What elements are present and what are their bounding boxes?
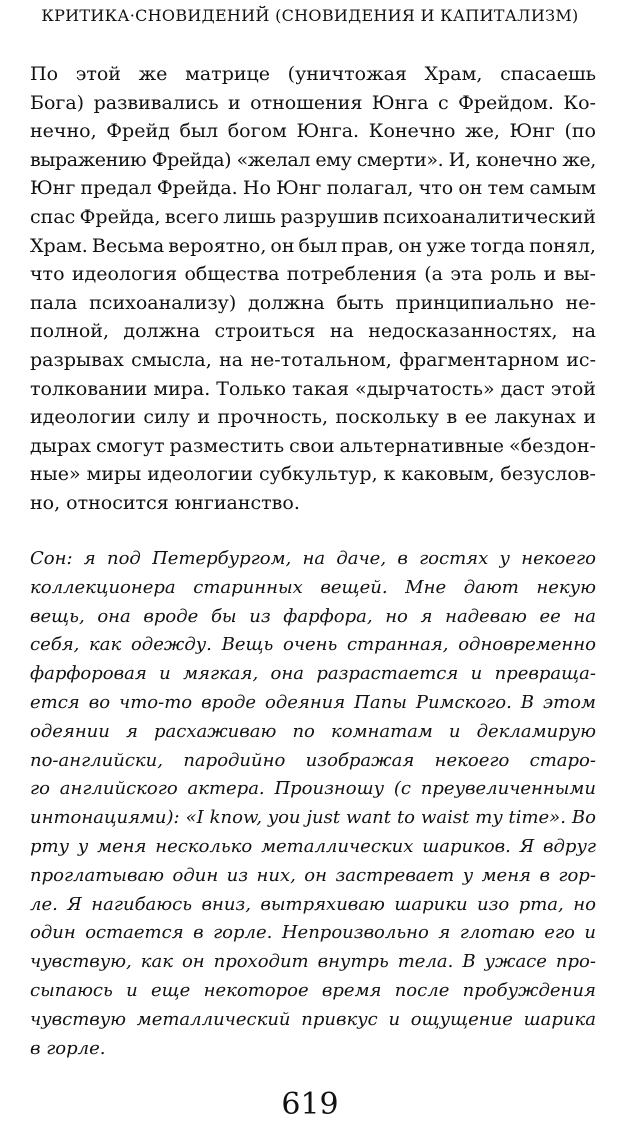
running-head: КРИТИКА·СНОВИДЕНИЙ (СНОВИДЕНИЯ И КАПИТАЛИЗМ) — [41, 6, 579, 25]
text-line: го английского актера. Произношу (с преувеличенными — [30, 778, 596, 800]
text-line: разрывах смысла, на не-тотальном, фрагментарном ис- — [30, 348, 596, 371]
text-line: рту у меня несколько металлических шариков. Я вдруг — [30, 835, 596, 857]
text-line: чувствую металлический привкус и ощущение шарика — [30, 1008, 596, 1030]
text-line: коллекционера старинных вещей. Мне дают некую — [30, 576, 596, 598]
text-line: но, относится юнгианство. — [30, 491, 300, 514]
text-line: проглатываю один из них, он застревает у меня в гор- — [30, 864, 596, 886]
text-line: Юнг предал Фрейда. Но Юнг полагал, что он тем самым — [30, 177, 596, 200]
body-paragraph — [30, 60, 596, 518]
text-line: вещь, она вроде бы из фарфора, но я надеваю ее на — [30, 605, 596, 627]
text-line: сыпаюсь и еще некоторое время после пробуждения — [30, 979, 596, 1001]
text-line: нечно, Фрейд был богом Юнга. Конечно же, Юнг (по — [30, 120, 596, 143]
text-line: пала психоанализу) должна быть принципиально не- — [30, 291, 596, 314]
text-line: толковании мира. Только такая «дырчатость» даст этой — [30, 377, 596, 400]
page-number: 619 — [281, 1087, 339, 1122]
text-line: По этой же матрице (уничтожая Храм, спасаешь — [30, 63, 596, 85]
text-line: что идеология общества потребления (а эта роль и вы- — [30, 263, 596, 286]
text-line: один остается в горле. Непроизвольно я глотаю его и — [30, 922, 596, 944]
text-line: Бога) развивались и отношения Юнга с Фрейдом. Ко- — [30, 91, 596, 114]
text-line: спас Фрейда, всего лишь разрушив психоаналитический — [30, 205, 596, 228]
text-line: по-английски, пародийно изображая некоего старо- — [30, 749, 596, 771]
text-line: себя, как одежду. Вещь очень странная, одновременно — [30, 634, 596, 656]
dream-paragraph — [30, 545, 596, 1063]
text-line: ле. Я нагибаюсь вниз, вытряхиваю шарики изо рта, но — [30, 893, 596, 915]
text-line: чувствую, как он проходит внутрь тела. В ужасе про- — [30, 951, 596, 973]
text-line: Сон: я под Петербургом, на даче, в гостях у некоего — [30, 548, 596, 569]
text-line: одеянии я расхаживаю по комнатам и декламирую — [30, 720, 596, 742]
text-line: идеологии силу и прочность, поскольку в ее лакунах и — [30, 406, 596, 429]
text-line: в горле. — [30, 1037, 106, 1059]
text-line: ется во что-то вроде одеяния Папы Римского. В этом — [30, 691, 596, 713]
text-line: дырах смогут разместить свои альтернативные «бездон- — [30, 434, 596, 457]
text-line: Храм. Весьма вероятно, он был прав, он уже тогда понял, — [30, 234, 596, 257]
text-line: полной, должна строиться на недосказанностях, на — [30, 320, 596, 343]
text-line: интонациями): «I know, you just want to waist my time». Во — [30, 807, 596, 829]
text-line: выражению Фрейда) «желал ему смерти». И, конечно же, — [30, 148, 596, 171]
text-line: ные» миры идеологии субкультур, к каковым, безуслов- — [30, 463, 596, 486]
text-line: фарфоровая и мягкая, она разрастается и превраща- — [30, 663, 596, 685]
